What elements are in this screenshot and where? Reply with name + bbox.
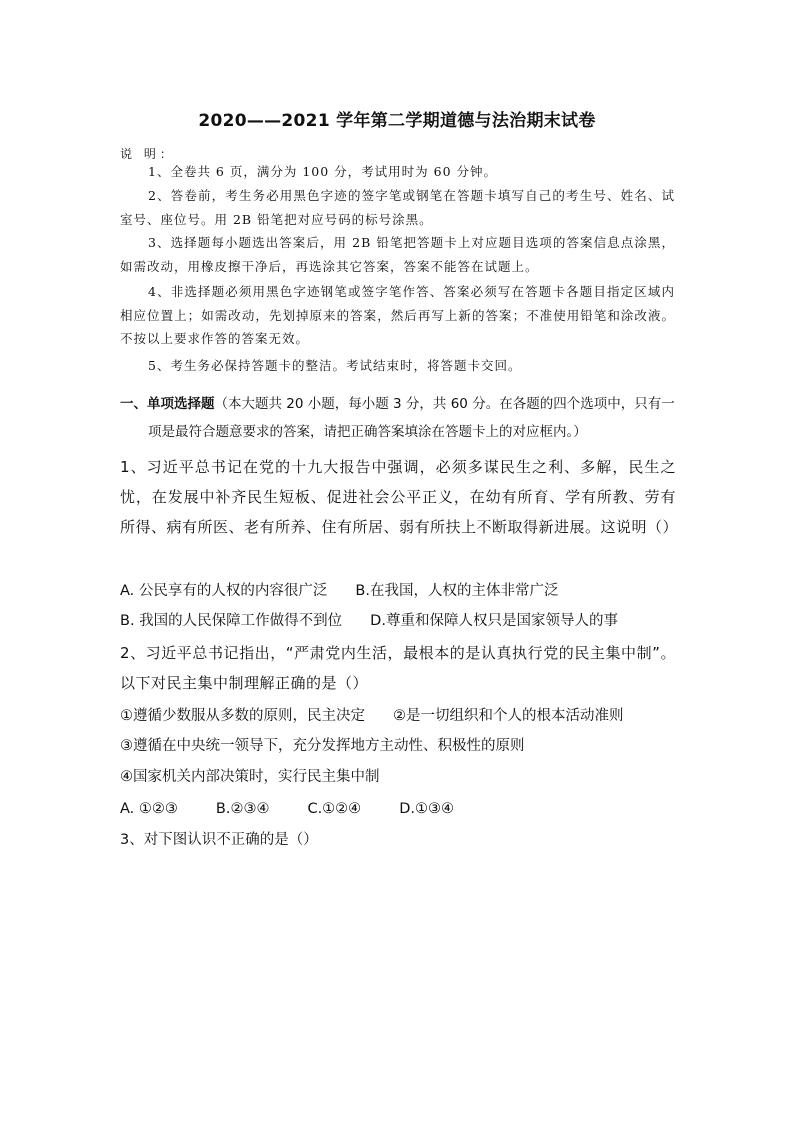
note-item-2: 2、答卷前，考生务必用黑色字迹的签字笔或钢笔在答题卡填写自己的考生号、姓名、试室号、座位号。用 2B 铅笔把对应号码的标号涂黑。 (120, 188, 675, 227)
question-2-option-d: D.①③④ (399, 801, 454, 817)
note-item-3: 3、选择题每小题选出答案后，用 2B 铅笔把答题卡上对应题目选项的答案信息点涂黑，如需改动，用橡皮擦干净后，再选涂其它答案，答案不能答在试题上。 (120, 235, 675, 274)
section-desc-line2: 项是最符合题意要求的答案，请把正确答案填涂在答题卡上的对应框内。） (148, 424, 587, 440)
section-header (120, 390, 676, 446)
question-2-options-row (120, 796, 676, 822)
section-title: 一、单项选择题 (120, 396, 215, 412)
question-2-stem: 2、习近平总书记指出，“严肃党内生活，最根本的是认真执行党的民主集中制”。以下对民主集中制理解正确的是（） (120, 644, 676, 692)
section-desc-line1: （本大题共 20 小题，每小题 3 分，共 60 分。在各题的四个选项中，只有一 (214, 396, 675, 412)
question-2-statement-2: ②是一切组织和个人的根本活动准则 (393, 708, 624, 724)
question-1-option-b: B.在我国，人权的主体非常广泛 (355, 583, 559, 599)
page-title: 2020——2021 学年第二学期道德与法治期末试卷 (198, 111, 596, 131)
question-1-stem: 1、习近平总书记在党的十九大报告中强调，必须多谋民生之利、多解，民生之忧，在发展中补齐民生短板、促进社会公平正义，在幼有所育、学有所教、劳有所得、病有所医、老有所养、住有所居、弱有所扶上不断取得新进展。这说明（） (120, 458, 679, 536)
question-2-option-b: B.②③④ (215, 801, 270, 817)
question-2-option-c: C.①②④ (307, 801, 362, 817)
question-1-option-d: D.尊重和保障人权只是国家领导人的事 (370, 613, 618, 629)
question-1-options-row-1 (120, 578, 676, 604)
question-2-statement-3: ③遵循在中央统一领导下，充分发挥地方主动性、积极性的原则 (120, 738, 525, 754)
question-1-option-c: B. 我国的人民保障工作做得不到位 (120, 613, 343, 629)
question-1-options-row-2 (120, 608, 676, 634)
question-3-stem: 3、对下图认识不正确的是（） (120, 832, 318, 848)
question-2-statement-1: ①遵循少数服从多数的原则，民主决定 (120, 708, 365, 724)
note-item-5: 5、考生务必保持答题卡的整洁。考试结束时，将答题卡交回。 (148, 358, 522, 373)
question-1-option-a: A. 公民享有的人权的内容很广泛 (120, 583, 328, 599)
note-item-1: 1、全卷共 6 页，满分为 100 分，考试用时为 60 分钟。 (148, 164, 498, 179)
note-item-4: 4、非选择题必须用黑色字迹钢笔或签字笔作答、答案必须写在答题卡各题目指定区域内相应位置上；如需改动，先划掉原来的答案，然后再写上新的答案；不准使用铅笔和涂改液。不按以上要求作答的答案无效。 (120, 284, 675, 346)
notes-label: 说 明： (120, 147, 176, 161)
question-2-statement-4: ④国家机关内部决策时，实行民主集中制 (120, 769, 380, 785)
question-2-statements-row-1 (120, 703, 676, 729)
question-2-option-a: A. ①②③ (120, 801, 178, 817)
